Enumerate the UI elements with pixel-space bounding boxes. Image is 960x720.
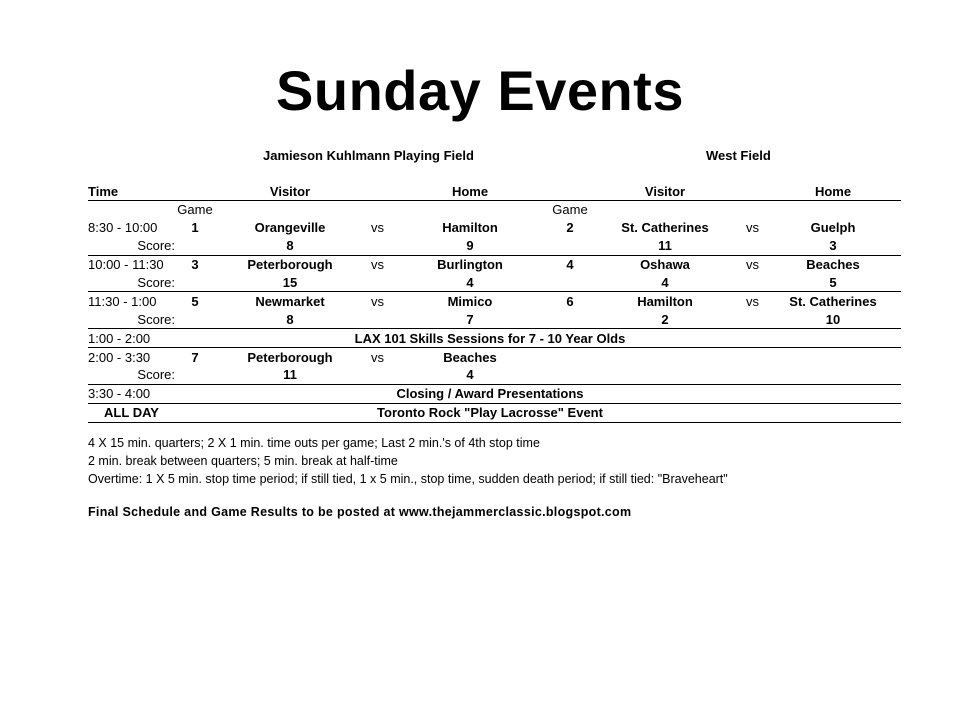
home-team: St. Catherines bbox=[789, 293, 877, 309]
page-title: Sunday Events bbox=[276, 59, 684, 122]
slot-time: 2:00 - 3:30 bbox=[88, 349, 151, 365]
game-number: 5 bbox=[191, 293, 199, 309]
vs-label: vs bbox=[371, 349, 384, 365]
home-team: Beaches bbox=[806, 257, 860, 273]
visitor-team: Peterborough bbox=[247, 257, 333, 273]
table-row bbox=[88, 219, 901, 237]
visitor-score: 15 bbox=[215, 274, 365, 292]
game-label-right: Game bbox=[552, 202, 588, 218]
home-score: 4 bbox=[390, 366, 550, 384]
slot-time: 8:30 - 10:00 bbox=[88, 220, 158, 236]
score-row bbox=[88, 274, 901, 292]
visitor-team: Hamilton bbox=[637, 293, 693, 309]
score-row bbox=[88, 310, 901, 328]
home-team: Beaches bbox=[443, 349, 497, 365]
slot-time: 3:30 - 4:00 bbox=[88, 384, 175, 403]
vs-label: vs bbox=[371, 257, 384, 273]
home-header-right: Home bbox=[765, 182, 901, 201]
field-header-right: West Field bbox=[706, 148, 771, 163]
slot-time: 11:30 - 1:00 bbox=[88, 293, 157, 309]
visitor-team: Peterborough bbox=[247, 349, 333, 365]
visitor-team: St. Catherines bbox=[621, 220, 709, 236]
score-label: Score: bbox=[88, 274, 175, 292]
score-label: Score: bbox=[88, 310, 175, 328]
time-header: Time bbox=[88, 182, 175, 201]
score-label: Score: bbox=[88, 237, 175, 255]
game-number: 1 bbox=[191, 220, 199, 236]
game-number: 7 bbox=[191, 349, 199, 365]
table-row bbox=[88, 292, 901, 310]
visitor-header-left: Visitor bbox=[215, 182, 365, 201]
slot-time: ALL DAY bbox=[88, 403, 175, 422]
slot-time: 10:00 - 11:30 bbox=[88, 257, 164, 273]
note-line: 4 X 15 min. quarters; 2 X 1 min. time outs per game; Last 2 min.'s of 4th stop time bbox=[88, 436, 540, 450]
score-row bbox=[88, 237, 901, 255]
home-score: 7 bbox=[390, 310, 550, 328]
home-team: Hamilton bbox=[442, 220, 498, 236]
schedule-table bbox=[88, 182, 901, 423]
event-label: Closing / Award Presentations bbox=[215, 384, 901, 403]
final-schedule-note: Final Schedule and Game Results to be posted at www.thejammerclassic.blogspot.com bbox=[88, 505, 632, 519]
visitor-team: Orangeville bbox=[254, 220, 326, 236]
home-score: 5 bbox=[765, 274, 901, 292]
home-score: 3 bbox=[765, 237, 901, 255]
event-label: Toronto Rock "Play Lacrosse" Event bbox=[215, 403, 901, 422]
home-team: Mimico bbox=[447, 293, 493, 309]
home-score: 9 bbox=[390, 237, 550, 255]
vs-label: vs bbox=[746, 257, 759, 273]
score-label: Score: bbox=[88, 366, 175, 384]
visitor-header-right: Visitor bbox=[590, 182, 740, 201]
visitor-team: Oshawa bbox=[640, 257, 690, 273]
game-number: 2 bbox=[566, 220, 574, 236]
game-number: 3 bbox=[191, 257, 199, 273]
table-row bbox=[88, 255, 901, 273]
vs-label: vs bbox=[746, 293, 759, 309]
event-label: LAX 101 Skills Sessions for 7 - 10 Year Olds bbox=[215, 329, 901, 348]
home-header-left: Home bbox=[390, 182, 550, 201]
column-header-row bbox=[88, 182, 901, 201]
home-score: 4 bbox=[390, 274, 550, 292]
vs-label: vs bbox=[371, 293, 384, 309]
vs-label: vs bbox=[746, 220, 759, 236]
visitor-score: 8 bbox=[215, 237, 365, 255]
table-row bbox=[88, 348, 901, 366]
vs-label: vs bbox=[371, 220, 384, 236]
home-team: Guelph bbox=[810, 220, 856, 236]
game-number: 4 bbox=[566, 257, 574, 273]
event-row bbox=[88, 329, 901, 348]
game-label-left: Game bbox=[177, 202, 213, 218]
game-number: 6 bbox=[566, 293, 574, 309]
home-score: 10 bbox=[765, 310, 901, 328]
slot-time: 1:00 - 2:00 bbox=[88, 329, 175, 348]
visitor-score: 11 bbox=[590, 237, 740, 255]
visitor-score: 11 bbox=[215, 366, 365, 384]
visitor-team: Newmarket bbox=[255, 293, 325, 309]
visitor-score: 4 bbox=[590, 274, 740, 292]
note-line: 2 min. break between quarters; 5 min. break at half-time bbox=[88, 454, 398, 468]
visitor-score: 8 bbox=[215, 310, 365, 328]
event-row bbox=[88, 384, 901, 403]
score-row bbox=[88, 366, 901, 384]
home-team: Burlington bbox=[437, 257, 503, 273]
event-row bbox=[88, 403, 901, 422]
note-line: Overtime: 1 X 5 min. stop time period; if still tied, 1 x 5 min., stop time, sudden death period; if still tied: "Braveheart" bbox=[88, 472, 728, 486]
game-label-row bbox=[88, 201, 901, 219]
visitor-score: 2 bbox=[590, 310, 740, 328]
field-header-left: Jamieson Kuhlmann Playing Field bbox=[263, 148, 474, 163]
rules-notes bbox=[88, 434, 728, 488]
